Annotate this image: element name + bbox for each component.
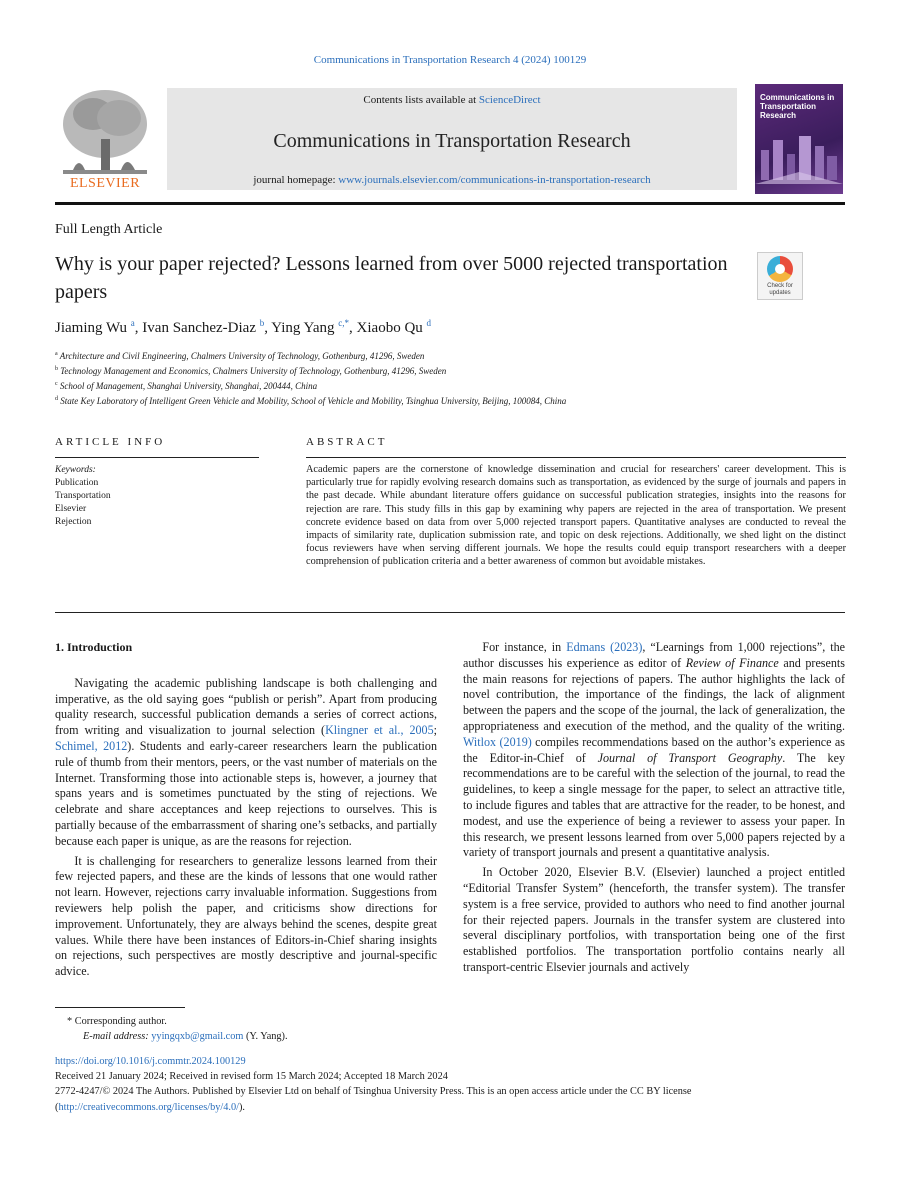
abstract-text: Academic papers are the cornerstone of knowledge dissemination and crucial for researchers' career development. This is particularly true for rapidly evolving research domains such as transportation, as evidenced by the surge of journals and papers in the past decade. While abundant literature offers guidance on successful publication strategies, insights into the reasons for rejection are rare. This study fills in this gap by examining why papers are rejected in the area of transportation. We present concrete evidence based on data from over 5,000 rejected transport papers. Quantitative analyses are conducted to reveal the impacts of similarity rate, duplication submission rate, and topic on desk rejections. Additionally, we shed light on the distinct focus reviewers have when serving different journals. We hope the results could equip transport researchers with a deeper comprehension of publication criteria and a better awareness of common but avoidable mistakes. — [306, 464, 846, 568]
journal-banner — [167, 88, 737, 190]
body-column-right — [463, 640, 845, 976]
abstract-bottom-rule — [55, 612, 845, 613]
check-for-updates-button[interactable] — [757, 252, 803, 300]
author-affiliation-marker[interactable]: a — [130, 318, 135, 328]
paragraph — [55, 676, 437, 850]
author-name[interactable]: Ying Yang — [271, 320, 335, 336]
article-title: Why is your paper rejected? Lessons learned from over 5000 rejected transportation papers — [55, 253, 728, 303]
affiliation-item — [55, 348, 845, 363]
affiliation-text: School of Management, Shanghai University, Shanghai, 200444, China — [59, 381, 318, 391]
author-affiliation-marker[interactable]: b — [259, 318, 265, 328]
affiliation-item — [55, 363, 845, 378]
email-note — [55, 1029, 845, 1044]
cover-city-icon — [755, 128, 843, 188]
paragraph: It is challenging for researchers to generalize lessons learned from their few rejected papers, and these are the kinds of lessons that one would rather not learn. However, rejections carry invaluable information. Suggestions from reviewers help polish the paper, and criticisms show directions for improvement. Unfortunately, they are always behind the scenes, despite great values. While there have been instances of Editors-in-Chief sharing insights on rejections, such perspectives are mostly descriptive and journal-specific advice. — [55, 853, 437, 979]
paragraph — [463, 640, 845, 861]
paragraph-text: and presents the main reasons for rejections of papers. The author highlights the lack of novel contribution, the importance of the findings, the lack of alignment between the papers and the scope of the journal, the lack of generalization, the appropriateness and execution of the method, and the quality of the writing. — [463, 655, 845, 733]
citation-link[interactable]: Witlox (2019) — [463, 734, 532, 749]
doi-link[interactable]: https://doi.org/10.1016/j.commtr.2024.100129 — [55, 1056, 246, 1067]
author-name[interactable]: Ivan Sanchez-Diaz — [142, 320, 256, 336]
license-text: 2772-4247/© 2024 The Authors. Published by Elsevier Ltd on behalf of Tsinghua University Press. This is an open access article under the CC BY license ( — [55, 1086, 692, 1113]
sciencedirect-link[interactable]: ScienceDirect — [478, 94, 541, 106]
journal-name: Journal of Transport Geography — [597, 750, 783, 765]
section-heading-introduction: 1. Introduction — [55, 640, 133, 654]
author-list: Jiaming Wu $^a$, Ivan Sanchez-Diaz $^b$, Ying Yang $^{c,*}$, Xiaobo Qu $^d$ — [55, 318, 432, 336]
article-info-rule — [55, 457, 259, 458]
article-metadata — [55, 1054, 845, 1115]
article-type: Full Length Article — [55, 222, 163, 237]
affiliation-text: Technology Management and Economics, Chalmers University of Technology, Gothenburg, 41296, Sweden — [60, 366, 447, 376]
affiliation-text: State Key Laboratory of Intelligent Green Vehicle and Mobility, School of Vehicle and Mobility, Tsinghua University, Beijing, 100084, China — [60, 396, 567, 406]
homepage-prefix: journal homepage: — [253, 174, 339, 186]
paragraph-text: Navigating the academic publishing landscape is both challenging and imperative, as the old saying goes “publish or perish”. Apart from producing quality research, successful publication demands a series of correct actions, from writing and visualization to journal selection ( — [55, 675, 437, 738]
corresponding-author-note: * Corresponding author. — [67, 1016, 167, 1027]
paragraph-text: compiles recommendations based on the author’s experience as the Editor-in-Chief of — [463, 734, 845, 765]
paragraph-text: ). Students and early-career researchers learn the publication rule of thumb from their mentors, peers, or the vast number of materials on the Internet. Transforming those into actionable steps is, however, a journey that spans years and is sometimes punctuated by the sting of rejections. We celebrate and share acceptances and keep rejections to ourselves. This is partially because of the embarrassment of sharing one’s setbacks, and partially because each paper is unique, as are the reasons for rejection. — [55, 738, 438, 848]
keyword: Elsevier — [55, 504, 87, 514]
article-info-heading: ARTICLE INFO — [55, 436, 166, 448]
affiliation-key: a — [55, 351, 58, 357]
journal-name: Review of Finance — [685, 655, 779, 670]
paragraph-text: ; — [433, 723, 438, 738]
body-column-left — [55, 640, 437, 980]
email-link[interactable]: yyingqxb@gmail.com — [151, 1031, 244, 1042]
publisher-name: ELSEVIER — [69, 176, 141, 191]
keywords-label: Keywords: — [55, 465, 96, 475]
license-text: ). — [238, 1101, 245, 1113]
author-name[interactable]: Xiaobo Qu — [356, 320, 423, 336]
journal-reference[interactable]: Communications in Transportation Research 4 (2024) 100129 — [313, 54, 587, 66]
journal-title: Communications in Transportation Research — [273, 130, 631, 152]
author-name[interactable]: Jiaming Wu — [55, 320, 128, 336]
abstract-heading: ABSTRACT — [306, 436, 388, 448]
citation-link[interactable]: Klingner et al., 2005 — [325, 723, 434, 738]
paragraph-text: , “Learnings from 1,000 rejections”, the author discusses his experience as editor of — [463, 640, 845, 670]
homepage-line — [167, 174, 737, 186]
author-affiliation-marker[interactable]: c,* — [338, 318, 350, 328]
masthead — [55, 84, 845, 196]
abstract-rule — [306, 457, 846, 458]
footnote-divider — [55, 1007, 185, 1008]
author-affiliation-marker[interactable]: d — [426, 318, 432, 328]
keyword: Rejection — [55, 517, 92, 527]
contents-line — [167, 94, 737, 106]
license-statement — [55, 1084, 845, 1114]
paragraph: In October 2020, Elsevier B.V. (Elsevier) launched a project entitled “Editorial Transfer System” (henceforth, the transfer system). The transfer system is a free service, provided to authors who need to find another journal for their rejected papers. Journals in the transfer system are clustered into several disciplinary portfolios, with transportation being one of the first established portfolios. The transportation portfolio contains nearly all transport-centric Elsevier journals and actively — [463, 865, 845, 974]
cover-title: Communications in Transportation Research — [760, 93, 835, 120]
affiliations — [55, 348, 845, 408]
affiliation-key: c — [55, 381, 58, 387]
masthead-divider — [55, 202, 845, 205]
contents-prefix: Contents lists available at — [363, 94, 479, 106]
footnotes — [55, 1014, 845, 1044]
journal-cover-thumbnail[interactable] — [755, 84, 843, 194]
email-label: E-mail address: — [83, 1031, 152, 1042]
crossmark-label: Check for updates — [767, 283, 793, 296]
license-link[interactable]: http://creativecommons.org/licenses/by/4.0/ — [58, 1101, 239, 1113]
crossmark-icon — [767, 256, 793, 282]
affiliation-key: d — [55, 396, 58, 402]
elsevier-logo[interactable] — [55, 84, 155, 196]
affiliation-item — [55, 378, 845, 393]
homepage-link[interactable]: www.journals.elsevier.com/communications-in-transportation-research — [338, 174, 651, 186]
article-dates: Received 21 January 2024; Received in revised form 15 March 2024; Accepted 18 March 2024 — [55, 1071, 448, 1083]
email-suffix: (Y. Yang). — [243, 1031, 288, 1042]
affiliation-key: b — [55, 366, 58, 372]
citation-link[interactable]: Schimel, 2012 — [55, 738, 128, 753]
affiliation-text: Architecture and Civil Engineering, Chalmers University of Technology, Gothenburg, 41296, Sweden — [59, 351, 425, 361]
paragraph-text: . The key recommendations are to be careful with the selection of the journal, to read the guidelines, to keep a single message for the paper, to select an attractive title, to include figures and tables that are attractive for the reader, to be honest, and modest, and use the experience of being a reviewer to assess your paper. In this research, we present lessons learned from over 5,000 papers rejected by a variety of transport journals and present a quantitative analysis. — [463, 750, 845, 860]
keyword: Publication — [55, 478, 99, 488]
paragraph-text: For instance, in — [482, 640, 567, 654]
keywords — [55, 464, 255, 529]
keyword: Transportation — [55, 491, 111, 501]
affiliation-item — [55, 393, 845, 408]
citation-link[interactable]: Edmans (2023) — [566, 640, 643, 654]
